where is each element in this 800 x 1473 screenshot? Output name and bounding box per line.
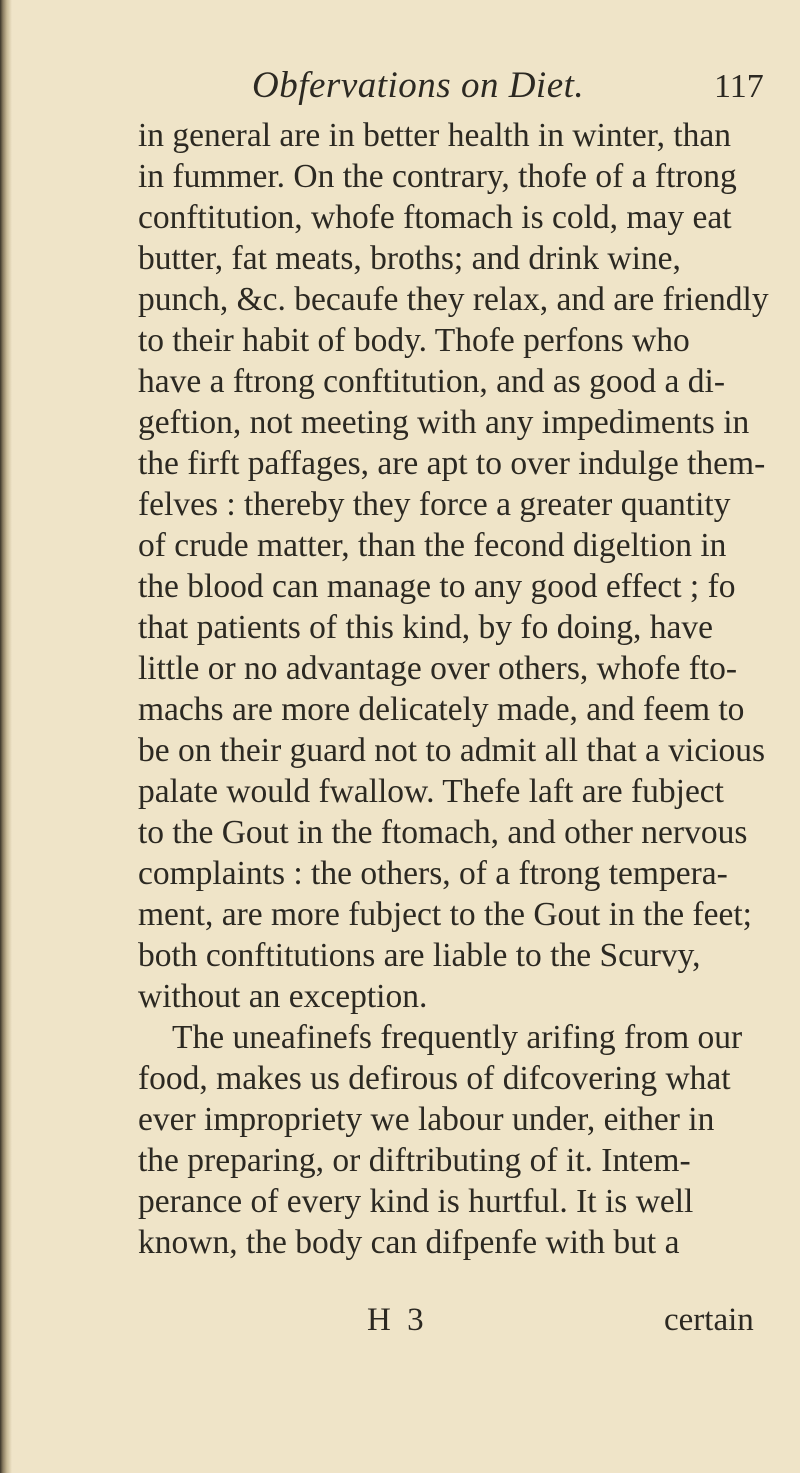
running-head [0, 64, 800, 114]
text-line: ever impropriety we labour under, either in [138, 1101, 715, 1138]
text-line: in general are in better health in winter, than [138, 117, 732, 154]
text-line: conftitution, whofe ftomach is cold, may eat [138, 199, 732, 236]
text-line: palate would fwallow. Thefe laft are fubject [138, 773, 724, 810]
text-line: ment, are more fubject to the Gout in the feet; [138, 896, 752, 933]
text-line: to the Gout in the ftomach, and other nervous [138, 814, 748, 851]
text-line: punch, &c. becaufe they relax, and are friendly [138, 281, 769, 318]
text-line: without an exception. [138, 978, 428, 1015]
text-line: perance of every kind is hurtful. It is well [138, 1183, 694, 1220]
text-line: the preparing, or diftributing of it. Intem- [138, 1142, 691, 1179]
text-line: geftion, not meeting with any impediments in [138, 404, 750, 441]
text-line: machs are more delicately made, and feem to [138, 691, 745, 728]
text-line: have a ftrong conftitution, and as good a di- [138, 363, 726, 400]
text-line: that patients of this kind, by fo doing, have [138, 609, 713, 646]
text-line: known, the body can difpenfe with but a [138, 1224, 680, 1261]
binding-shadow [0, 0, 12, 1473]
text-line-indented: The uneafinefs frequently arifing from our [172, 1019, 743, 1056]
text-line: of crude matter, than the fecond digeltion in [138, 527, 727, 564]
text-line: butter, fat meats, broths; and drink wine, [138, 240, 681, 277]
page-footer [0, 1302, 800, 1342]
text-line: both conftitutions are liable to the Scurvy, [138, 937, 701, 974]
signature-mark: H 3 [367, 1302, 428, 1338]
text-line: in fummer. On the contrary, thofe of a ftrong [138, 158, 737, 195]
running-title: Obfervations on Diet. [252, 65, 585, 106]
text-line: felves : thereby they force a greater quantity [138, 486, 731, 523]
text-line: complaints : the others, of a ftrong tempera- [138, 855, 728, 892]
text-line: little or no advantage over others, whofe fto- [138, 650, 738, 687]
catchword: certain [664, 1302, 754, 1338]
text-line: be on their guard not to admit all that a vicious [138, 732, 766, 769]
text-line: the blood can manage to any good effect ; fo [138, 568, 736, 605]
page-number: 117 [714, 68, 764, 105]
text-line: to their habit of body. Thofe perfons who [138, 322, 690, 359]
text-line: the firft paffages, are apt to over indulge them- [138, 445, 766, 482]
text-line: food, makes us defirous of difcovering what [138, 1060, 731, 1097]
